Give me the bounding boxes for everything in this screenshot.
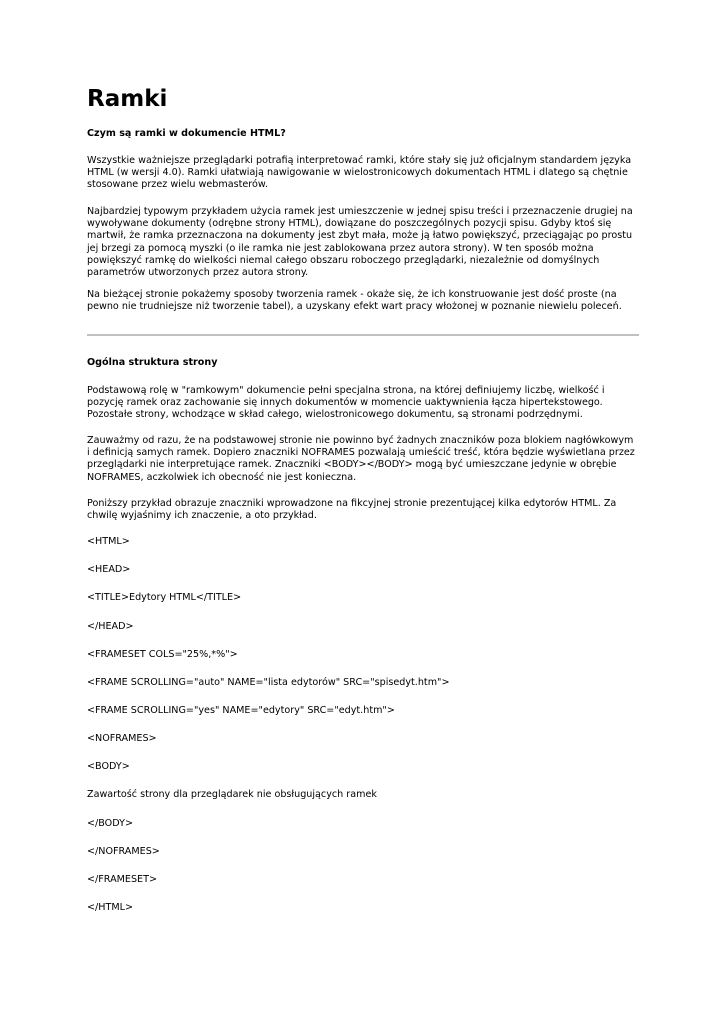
code-line: <NOFRAMES> (87, 733, 157, 744)
code-line: <BODY> (87, 761, 130, 772)
section-heading: Ogólna struktura strony (87, 357, 218, 368)
paragraph: Wszystkie ważniejsze przeglądarki potrafią interpretować ramki, które stały się już oficjalnym standardem języka HTML (w wersji 4.0). Ramki ułatwiają nawigowanie w wielostronicowych dokumentach HTML i dlatego są chętnie stosowane przez wielu webmasterów. (87, 155, 632, 191)
code-line: <FRAME SCROLLING="yes" NAME="edytory" SRC="edyt.htm"> (87, 705, 395, 716)
code-line: <TITLE>Edytory HTML</TITLE> (87, 592, 242, 603)
code-line: </FRAMESET> (87, 874, 158, 885)
code-line: Zawartość strony dla przeglądarek nie obsługujących ramek (87, 789, 377, 800)
paragraph: Poniższy przykład obrazuje znaczniki wprowadzone na fikcyjnej stronie prezentującej kilka edytorów HTML. Za chwilę wyjaśnimy ich znaczenie, a oto przykład. (87, 498, 617, 522)
paragraph: Podstawową rolę w "ramkowym" dokumencie pełni specjalna strona, na której definiujemy liczbę, wielkość i pozycję ramek oraz zachowanie się innych dokumentów w momencie uaktywnienia łącza hipertekstowego. Pozostałe strony, wchodzące w skład całego, wielostronicowego dokumentu, są stronami podrzędnymi. (87, 385, 605, 421)
section-divider (87, 334, 639, 336)
code-line: </HTML> (87, 902, 134, 913)
code-line: </HEAD> (87, 621, 134, 632)
paragraph: Na bieżącej stronie pokażemy sposoby tworzenia ramek - okaże się, że ich konstruowanie jest dość proste (na pewno nie trudniejsze niż tworzenie tabel), a uzyskany efekt wart pracy włożonej w poznanie niewielu poleceń. (87, 289, 622, 313)
paragraph: Zauważmy od razu, że na podstawowej stronie nie powinno być żadnych znaczników poza blokiem nagłówkowym i definicją samych ramek. Dopiero znaczniki NOFRAMES pozwalają umieścić treść, która będzie wyświetlana przez przeglądarki nie interpretujące ramek. Znaczniki <BODY></BODY> mogą być umieszczane jedynie w obrębie NOFRAMES, aczkolwiek ich obecność nie jest konieczna. (87, 435, 635, 483)
code-line: <HTML> (87, 536, 130, 547)
paragraph: Najbardziej typowym przykładem użycia ramek jest umieszczenie w jednej spisu treści i przeznaczenie drugiej na wywoływane dokumenty (odrębne strony HTML), dowiązane do poszczególnych pozycji spisu. Gdyby ktoś się martwił, że ramka przeznaczona na dokumenty jest zbyt mała, może ją łatwo powiększyć, przeciągając po prostu jej brzegi za pomocą myszki (o ile ramka nie jest zablokowana przez autora strony). W ten sposób można powiększyć ramkę do wielkości niemal całego obszaru roboczego przeglądarki, niezależnie od domyślnych parametrów utworzonych przez autora strony. (87, 206, 633, 279)
section-heading: Czym są ramki w dokumencie HTML? (87, 128, 286, 139)
page-title: Ramki (87, 86, 168, 112)
code-line: </NOFRAMES> (87, 846, 160, 857)
code-line: <FRAME SCROLLING="auto" NAME="lista edytorów" SRC="spisedyt.htm"> (87, 677, 450, 688)
code-line: </BODY> (87, 818, 133, 829)
code-line: <HEAD> (87, 564, 131, 575)
code-line: <FRAMESET COLS="25%,*%"> (87, 649, 238, 660)
